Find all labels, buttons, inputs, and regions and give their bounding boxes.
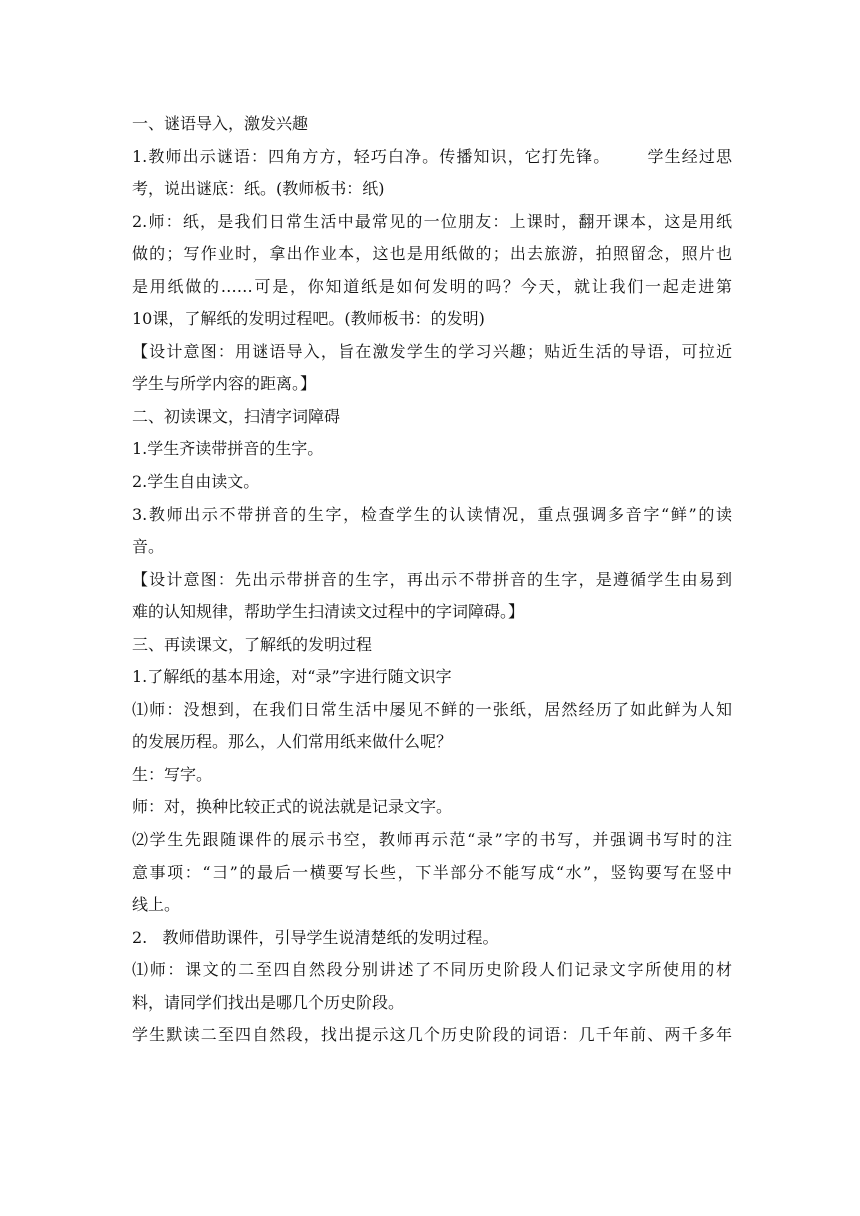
text-line: 学生与所学内容的距离。】 xyxy=(132,374,317,394)
text-line: 学生默读二至四自然段，找出提示这几个历史阶段的词语：几千年前、两千多年 xyxy=(132,1025,732,1045)
text-line: ⑴师：没想到，在我们日常生活中屡见不鲜的一张纸，居然经历了如此鲜为人知 xyxy=(132,699,732,719)
document-body xyxy=(132,108,732,1052)
text-line: 2. 教师借助课件，引导学生说清楚纸的发明过程。 xyxy=(132,927,499,947)
text-line: 一、谜语导入，激发兴趣 xyxy=(132,114,309,133)
text-line: 音。 xyxy=(132,537,165,557)
text-line: 难的认知规律，帮助学生扫清读文过程中的字词障碍。】 xyxy=(132,602,525,622)
text-line: 2.学生自由读文。 xyxy=(132,472,260,492)
text-line: 线上。 xyxy=(132,895,181,915)
text-line: 2.师：纸，是我们日常生活中最常见的一位朋友：上课时，翻开课本，这是用纸 xyxy=(132,211,732,231)
text-line: 1.教师出示谜语：四角方方，轻巧白净。传播知识，它打先锋。 学生经过思 xyxy=(132,146,732,166)
text-line: 的发展历程。那么，人们常用纸来做什么呢？ xyxy=(132,732,453,752)
text-line: 1.学生齐读带拼音的生字。 xyxy=(132,439,324,459)
text-line: 二、初读课文，扫清字词障碍 xyxy=(132,406,341,426)
text-line: 料，请同学们找出是哪几个历史阶段。 xyxy=(132,992,405,1012)
text-line: 1.了解纸的基本用途，对“录”字进行随文识字 xyxy=(132,667,452,687)
text-line: 三、再读课文，了解纸的发明过程 xyxy=(132,634,373,654)
text-line: 生：写字。 xyxy=(132,764,213,784)
text-line: 3.教师出示不带拼音的生字，检查学生的认读情况，重点强调多音字“鲜”的读 xyxy=(132,504,732,524)
text-line: 10课，了解纸的发明过程吧。(教师板书：的发明) xyxy=(132,309,485,329)
text-line: 【设计意图：用谜语导入，旨在激发学生的学习兴趣；贴近生活的导语，可拉近 xyxy=(132,341,732,361)
text-line: 做的；写作业时，拿出作业本，这也是用纸做的；出去旅游，拍照留念，照片也 xyxy=(132,244,732,264)
text-line: ⑵学生先跟随课件的展示书空，教师再示范“录”字的书写，并强调书写时的注 xyxy=(132,830,732,850)
text-line: 考，说出谜底：纸。(教师板书：纸) xyxy=(132,179,385,199)
text-line: ⑴师：课文的二至四自然段分别讲述了不同历史阶段人们记录文字所使用的材 xyxy=(132,960,732,980)
text-line: 意事项：“彐”的最后一横要写长些，下半部分不能写成“水”，竖钩要写在竖中 xyxy=(132,862,732,882)
text-line: 【设计意图：先出示带拼音的生字，再出示不带拼音的生字，是遵循学生由易到 xyxy=(132,569,732,589)
text-line: 是用纸做的……可是，你知道纸是如何发明的吗？今天，就让我们一起走进第 xyxy=(132,276,732,296)
text-line: 师：对，换种比较正式的说法就是记录文字。 xyxy=(132,797,453,817)
